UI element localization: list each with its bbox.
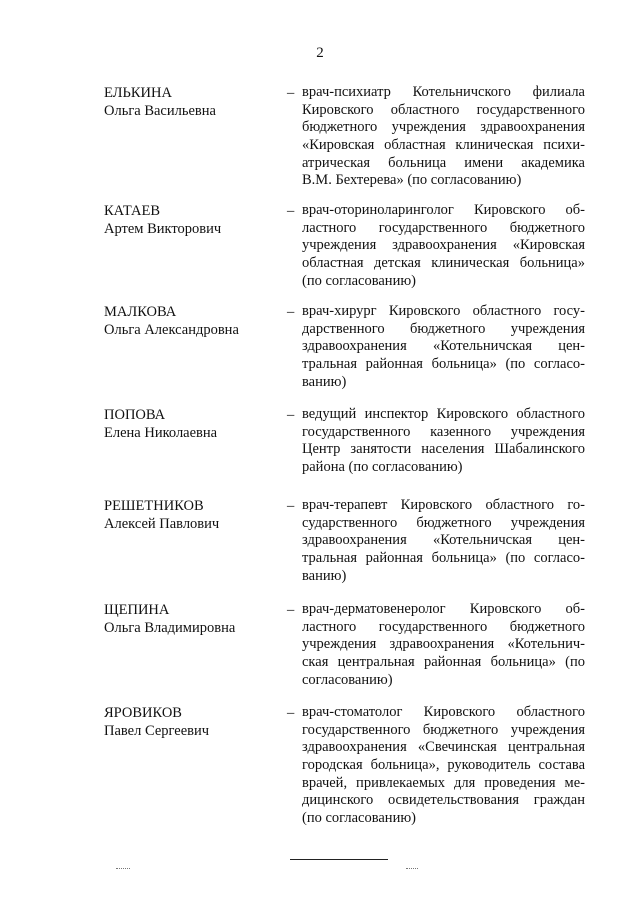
position-line: сударственного бюджетного учреждения [302, 514, 585, 531]
position-line: «Кировская областная клиническая психи- [302, 137, 585, 154]
scan-artifact-right [406, 868, 418, 869]
member-position [302, 406, 585, 477]
member-given-name: Ольга Васильевна [104, 103, 216, 119]
member-position [302, 497, 585, 585]
dash-separator: – [287, 602, 295, 618]
position-line: учреждения здравоохранения «Котельнич- [302, 636, 585, 653]
position-line: ластного государственного бюджетного [302, 219, 585, 236]
member-entry [0, 704, 640, 834]
position-line: врач-терапевт Кировского областного го- [302, 497, 585, 513]
member-given-name: Елена Николаевна [104, 425, 218, 441]
member-position [302, 303, 585, 391]
position-line: областная детская клиническая больница» [302, 255, 585, 272]
position-line: врачей, привлекаемых для проведения ме- [302, 774, 585, 791]
member-surname: КАТАЕВ [104, 203, 161, 219]
member-name [104, 704, 274, 740]
member-name [104, 202, 274, 238]
position-line: В.М. Бехтерева» (по согласованию) [302, 172, 522, 189]
member-position [302, 601, 585, 689]
position-line: врач-хирург Кировского областного госу- [302, 303, 585, 319]
position-line: дицинского освидетельствования граждан [302, 792, 585, 809]
position-line: ская центральная районная больница» (по [302, 654, 585, 671]
position-line: района (по согласованию) [302, 459, 463, 476]
position-line: городская больница», руководитель состава [302, 757, 585, 774]
member-given-name: Павел Сергеевич [104, 723, 210, 739]
member-given-name: Ольга Александровна [104, 322, 239, 338]
position-line: тральная районная больница» (по согласо- [302, 356, 585, 373]
position-line: согласованию) [302, 671, 393, 688]
dash-separator: – [287, 304, 295, 320]
page-number: 2 [316, 45, 324, 61]
member-surname: ПОПОВА [104, 407, 166, 423]
scan-artifact-left [116, 868, 130, 869]
position-line: здравоохранения «Котельничская цен- [302, 532, 585, 549]
position-line: врач-дерматовенеролог Кировского об- [302, 601, 585, 617]
member-given-name: Ольга Владимировна [104, 620, 236, 636]
member-name [104, 497, 274, 533]
member-position [302, 84, 585, 190]
position-line: учреждения здравоохранения «Кировская [302, 237, 585, 254]
position-line: здравоохранения «Котельничская цен- [302, 338, 585, 355]
position-line: Кировского областного государственного [302, 101, 585, 118]
position-line: атрическая больница имени академика [302, 154, 585, 171]
position-line: ванию) [302, 373, 347, 390]
member-name [104, 601, 274, 637]
position-line: дарственного бюджетного учреждения [302, 320, 585, 337]
member-given-name: Алексей Павлович [104, 516, 220, 532]
position-line: бюджетного учреждения здравоохранения [302, 119, 585, 136]
position-line: врач-психиатр Котельничского филиала [302, 84, 585, 100]
position-line: Центр занятости населения Шабалинского [302, 441, 585, 458]
member-given-name: Артем Викторович [104, 221, 222, 237]
position-line: здравоохранения «Свечинская центральная [302, 739, 585, 756]
position-line: государственного казенного учреждения [302, 423, 585, 440]
member-surname: ЩЕПИНА [104, 602, 170, 618]
dash-separator: – [287, 407, 295, 423]
position-line: (по согласованию) [302, 810, 416, 827]
member-name [104, 84, 274, 120]
member-name [104, 406, 274, 442]
member-surname: ЕЛЬКИНА [104, 85, 172, 101]
closing-rule [290, 859, 388, 860]
position-line: (по согласованию) [302, 272, 416, 289]
position-line: ведущий инспектор Кировского областного [302, 406, 585, 422]
position-line: тральная районная больница» (по согласо- [302, 550, 585, 567]
position-line: государственного бюджетного учреждения [302, 721, 585, 738]
dash-separator: – [287, 85, 295, 101]
position-line: врач-стоматолог Кировского областного [302, 704, 585, 720]
position-line: ванию) [302, 567, 347, 584]
member-surname: ЯРОВИКОВ [104, 705, 182, 721]
member-position [302, 704, 585, 828]
member-position [302, 202, 585, 290]
position-line: ластного государственного бюджетного [302, 618, 585, 635]
position-line: врач-оториноларинголог Кировского об- [302, 202, 585, 218]
member-surname: МАЛКОВА [104, 304, 177, 320]
member-name [104, 303, 274, 339]
dash-separator: – [287, 498, 295, 514]
member-surname: РЕШЕТНИКОВ [104, 498, 204, 514]
dash-separator: – [287, 203, 295, 219]
dash-separator: – [287, 705, 295, 721]
